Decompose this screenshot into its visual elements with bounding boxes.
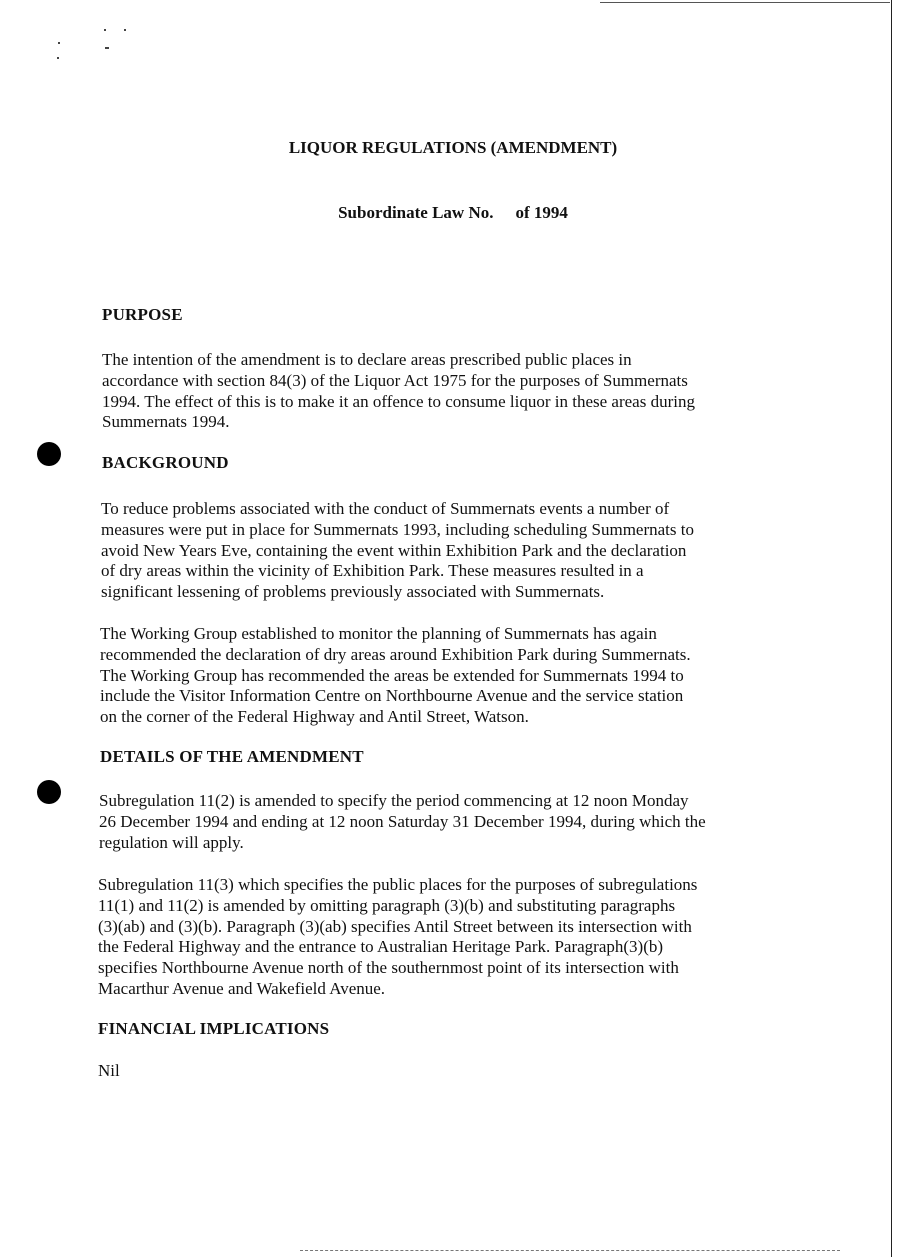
- text-line: measures were put in place for Summernats 1993, including scheduling Summernats to: [101, 519, 694, 539]
- purpose-paragraph: [102, 350, 812, 433]
- text-line: (3)(ab) and (3)(b). Paragraph (3)(ab) specifies Antil Street between its intersection with: [98, 916, 692, 936]
- punch-hole-mark: [37, 442, 61, 466]
- punch-hole-mark: [37, 780, 61, 804]
- document-subtitle: [8, 203, 898, 223]
- background-heading: BACKGROUND: [102, 453, 229, 472]
- scan-speck: [124, 29, 126, 31]
- scan-speck: [58, 42, 60, 44]
- scan-speck: [104, 29, 106, 31]
- text-line: significant lessening of problems previously associated with Summernats.: [101, 582, 605, 602]
- text-line: specifies Northbourne Avenue north of the southernmost point of its intersection with: [98, 958, 679, 978]
- text-line: 11(1) and 11(2) is amended by omitting paragraph (3)(b) and substituting paragraphs: [98, 895, 676, 915]
- text-line: avoid New Years Eve, containing the event within Exhibition Park and the declaration: [101, 540, 687, 560]
- text-line: Macarthur Avenue and Wakefield Avenue.: [98, 978, 386, 998]
- text-line: the Federal Highway and the entrance to Australian Heritage Park. Paragraph(3)(b): [98, 937, 664, 957]
- scan-speck: [105, 47, 109, 49]
- background-paragraph-1: [101, 499, 811, 603]
- financial-heading: FINANCIAL IMPLICATIONS: [98, 1019, 330, 1038]
- text-line: The Working Group has recommended the areas be extended for Summernats 1994 to: [100, 665, 684, 685]
- text-line: 26 December 1994 and ending at 12 noon Saturday 31 December 1994, during which the: [99, 811, 706, 831]
- text-line: Summernats 1994.: [102, 412, 230, 432]
- text-line: include the Visitor Information Centre on Northbourne Avenue and the service station: [100, 686, 684, 706]
- financial-body: Nil: [98, 1061, 120, 1080]
- text-line: Subregulation 11(3) which specifies the public places for the purposes of subregulations: [98, 875, 698, 894]
- scan-edge-bottom: [300, 1250, 840, 1252]
- scan-speck: [57, 57, 59, 59]
- document-title: LIQUOR REGULATIONS (AMENDMENT): [288, 138, 618, 157]
- scan-edge-top: [600, 2, 890, 3]
- details-heading: DETAILS OF THE AMENDMENT: [100, 747, 364, 766]
- scan-edge-right: [891, 0, 892, 1257]
- text-line: The intention of the amendment is to declare areas prescribed public places in: [102, 350, 632, 369]
- background-paragraph-2: [100, 624, 810, 728]
- text-line: 1994. The effect of this is to make it an offence to consume liquor in these areas during: [102, 391, 695, 411]
- details-paragraph-1: [99, 791, 809, 853]
- text-line: The Working Group established to monitor the planning of Summernats has again: [100, 624, 657, 643]
- text-line: recommended the declaration of dry areas around Exhibition Park during Summernats.: [100, 644, 691, 664]
- text-line: accordance with section 84(3) of the Liquor Act 1975 for the purposes of Summernats: [102, 370, 688, 390]
- subtitle-law-number: Subordinate Law No.: [338, 203, 494, 222]
- text-line: Subregulation 11(2) is amended to specify the period commencing at 12 noon Monday: [99, 791, 689, 810]
- text-line: To reduce problems associated with the conduct of Summernats events a number of: [101, 499, 670, 518]
- details-paragraph-2: [98, 875, 808, 1000]
- text-line: on the corner of the Federal Highway and Antil Street, Watson.: [100, 707, 529, 727]
- purpose-heading: PURPOSE: [102, 305, 183, 324]
- text-line: of dry areas within the vicinity of Exhibition Park. These measures resulted in a: [101, 561, 644, 581]
- subtitle-year: of 1994: [515, 203, 568, 222]
- text-line: regulation will apply.: [99, 832, 244, 852]
